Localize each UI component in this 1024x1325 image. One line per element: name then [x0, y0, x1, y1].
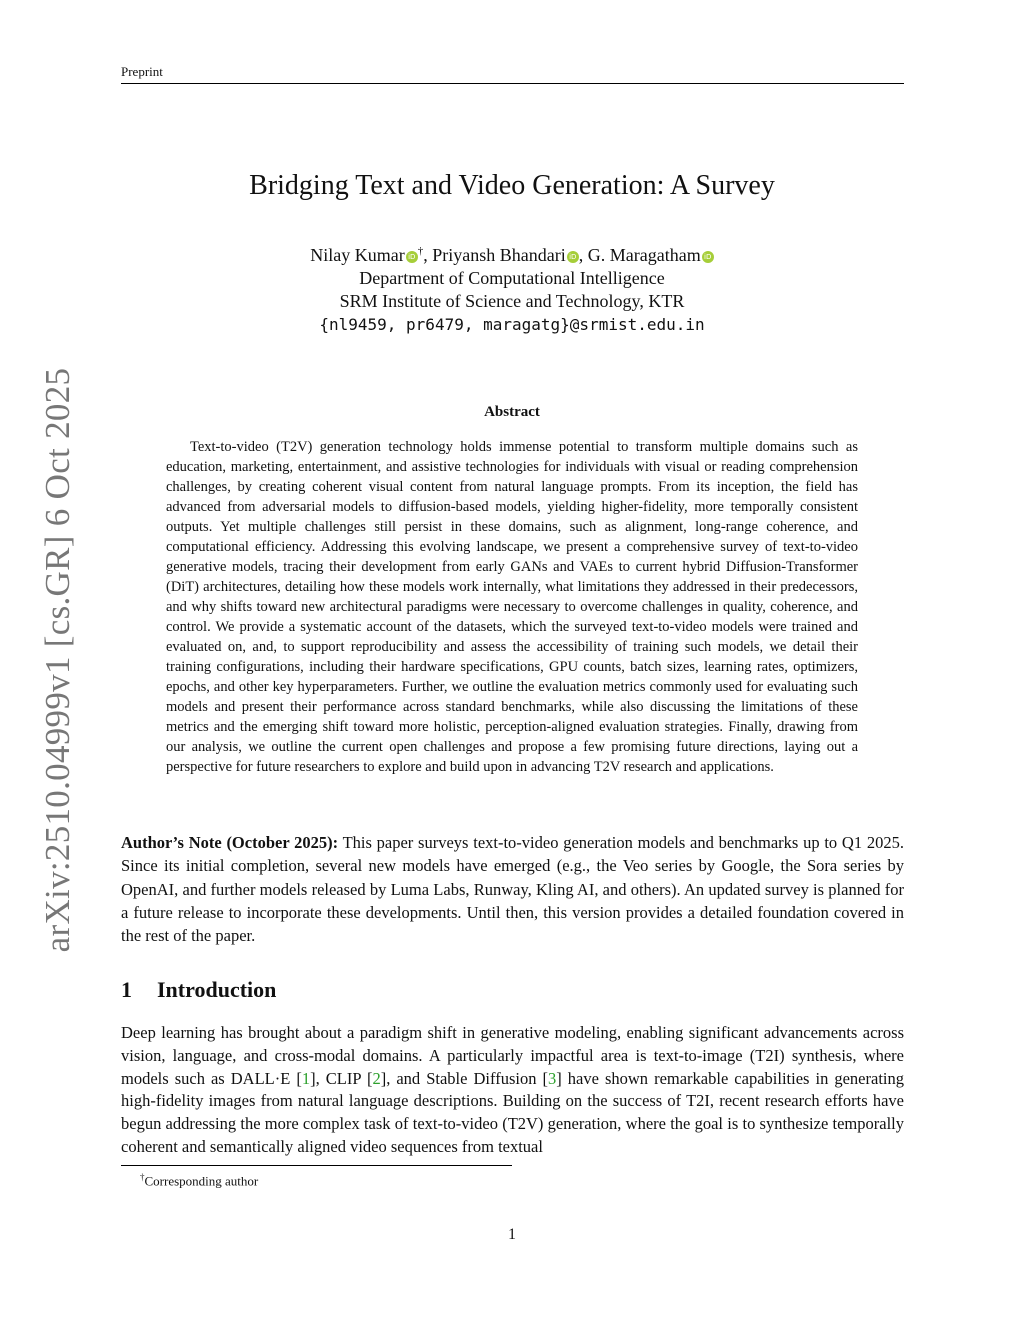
footnote-mark: †	[140, 1172, 145, 1182]
page-number: 1	[508, 1226, 516, 1243]
orcid-icon[interactable]: iD	[702, 251, 714, 263]
footnote-divider	[121, 1165, 512, 1166]
footnote	[140, 1172, 258, 1189]
author-list	[0, 240, 1024, 267]
section-heading	[121, 977, 276, 1003]
intro-text: ] have shown remarkable capabilities in generating high-fidelity images from natural language descriptions. Building on the success of T2I, recent research efforts have begun addressing the more complex task of text-to-video (T2V) generation, where the goal is to synthesize temporally coherent and semantically aligned video sequences from textual	[121, 1068, 904, 1156]
paper-title: Bridging Text and Video Generation: A Survey	[249, 170, 775, 201]
abstract-text: Text-to-video (T2V) generation technology holds immense potential to transform multiple domains such as education, marketing, entertainment, and assistive technologies for individuals with visual or reading comprehension challenges, by creating coherent visual content from natural language prompts. From its inception, the field has advanced from adversarial models to diffusion-based models, yielding higher-fidelity, more temporally consistent outputs. Yet multiple challenges still persist in these domains, such as alignment, long-range coherence, and computational efficiency. Addressing this evolving landscape, we present a comprehensive survey of text-to-video generative models, tracing their development from early GANs and VAEs to current hybrid Diffusion-Transformer (DiT) architectures, detailing how these models work internally, what limitations they addressed in their predecessors, and why shifts toward new architectural paradigms were necessary to overcome challenges in quality, coherence, and control. We provide a systematic account of the datasets, which the surveyed text-to-video models were trained and evaluated on, and, to support reproducibility and assess the accessibility of training such models, we detail their training configurations, including their hardware specifications, GPU counts, batch sizes, learning rates, optimizers, epochs, and other key hyperparameters. Further, we outline the evaluation metrics commonly used for evaluating such models and present their performance across standard benchmarks, while also discussing the limitations of these metrics and the emerging shift toward more holistic, perception-aligned evaluation strategies. Finally, drawing from our analysis, we outline the current open challenges and propose a few promising future directions, laying out a perspective for future researchers to explore and build upon in advancing T2V research and applications.	[166, 439, 858, 775]
author-separator: ,	[578, 245, 588, 265]
abstract-heading: Abstract	[484, 404, 540, 420]
author-name: Priyansh Bhandari	[432, 245, 566, 265]
intro-text: Deep learning has brought about a paradigm shift in generative modeling, enabling significant advancements across vision, language, and cross-modal domains. A particularly impactful area is text-to-image (T2I) synthesis, where models such as DALL·E [	[121, 1023, 904, 1088]
citation-link[interactable]: 3	[547, 1068, 557, 1088]
citation-link[interactable]: 1	[301, 1068, 311, 1088]
authors-note-text: This paper surveys text-to-video generation models and benchmarks up to Q1 2025. Since its initial completion, several new models have emerged (e.g., the Veo series by Google, the Sora series by OpenAI, and further models released by Luma Labs, Runway, Kling AI, and others). An updated survey is planned for a future release to incorporate these developments. Until then, this version provides a detailed foundation covered in the rest of the paper.	[121, 833, 904, 946]
author-name: Nilay Kumar	[310, 245, 405, 265]
arxiv-identifier[interactable]: arXiv:2510.04999v1 [cs.GR] 6 Oct 2025	[38, 367, 77, 953]
authors-note-label: Author’s Note (October 2025):	[121, 833, 339, 852]
department: Department of Computational Intelligence	[359, 268, 665, 288]
author-block	[0, 240, 1024, 336]
author-name: G. Maragatham	[587, 245, 701, 265]
intro-text: ], and Stable Diffusion [	[380, 1068, 548, 1088]
intro-text: ], CLIP [	[310, 1068, 373, 1088]
institution: SRM Institute of Science and Technology, KTR	[339, 291, 685, 311]
section-number: 1	[121, 977, 132, 1002]
intro-paragraph	[121, 1022, 904, 1159]
corresponding-mark: †	[417, 245, 424, 257]
orcid-icon[interactable]: iD	[406, 251, 418, 263]
author-emails[interactable]: {nl9459, pr6479, maragatg}@srmist.edu.in	[319, 315, 705, 334]
citation-link[interactable]: 2	[372, 1068, 381, 1088]
author-separator: ,	[423, 245, 433, 265]
authors-note	[121, 831, 904, 947]
running-header: Preprint	[121, 64, 904, 84]
orcid-icon[interactable]: iD	[567, 251, 579, 263]
section-title: Introduction	[157, 977, 277, 1002]
footnote-text: Corresponding author	[144, 1173, 259, 1189]
